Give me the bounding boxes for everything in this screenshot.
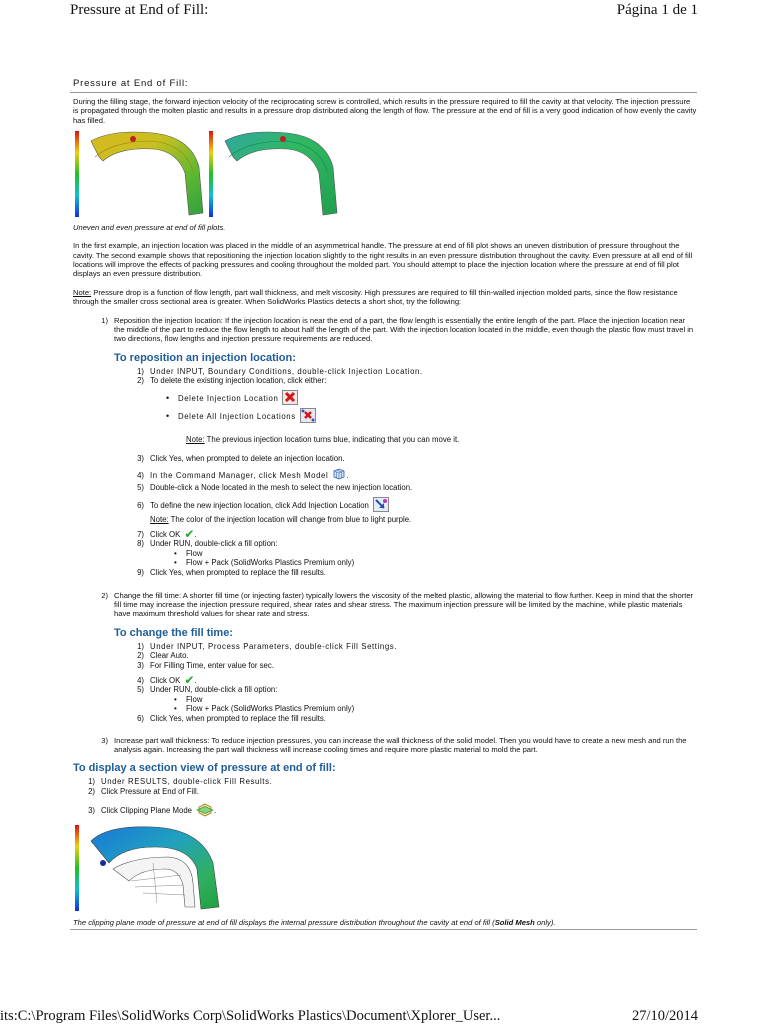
tip-change-fill-time bbox=[73, 591, 697, 724]
step-text: Under RESULTS, double-click Fill Results. bbox=[101, 777, 273, 787]
section-view-steps: 1) Under RESULTS, double-click Fill Results. 2) Click Pressure at End of Fill. 3) Click Clipping Plane Mode . bbox=[73, 777, 697, 820]
item-number: 1) bbox=[101, 315, 108, 325]
clipping-plane-plot bbox=[73, 823, 229, 913]
explanation-paragraph: In the first example, an injection location was placed in the middle of an asymmetrical handle. The pressure at end of fill plot shows an uneven distribution of pressure throughout the cavity. The second example shows that repositioning the injection location slightly to the right results in an even pressure distribution throughout the cavity. Even pressure at all end of fill locations will improve the effects of packing pressures and cooling throughout the molded part. You should attempt to place the injection location where the pressure at end of fill plot displays an even pressure distribution. bbox=[73, 241, 693, 279]
bullet-text: Delete Injection Location bbox=[178, 394, 279, 404]
note-label: Note: bbox=[186, 435, 205, 445]
step-text: Click Yes, when prompted to replace the fill results. bbox=[150, 568, 326, 577]
footer-file-path: its:C:\Program Files\SolidWorks Corp\SolidWorks Plastics\Document\Xplorer_User... bbox=[0, 1007, 501, 1024]
bullet-text: Delete All Injection Locations bbox=[178, 412, 296, 422]
section-heading-section-view: To display a section view of pressure at end of fill: bbox=[73, 762, 336, 775]
note-label: Note: bbox=[73, 287, 92, 297]
pressure-plots-figure bbox=[73, 127, 697, 221]
page-title: Pressure at End of Fill: bbox=[73, 78, 189, 89]
option-text: Flow bbox=[186, 548, 203, 558]
step-text: Click OK bbox=[150, 529, 181, 539]
step-text: To define the new injection location, click Add Injection Location bbox=[150, 501, 369, 511]
note-text: The previous injection location turns blue, indicating that you can move it. bbox=[204, 435, 460, 445]
step-text: Under RUN, double-click a fill option: bbox=[150, 685, 278, 695]
even-pressure-plot bbox=[207, 127, 341, 221]
section-heading-fill-time: To change the fill time: bbox=[114, 626, 233, 639]
reposition-steps: 1) Under INPUT, Boundary Conditions, double-click Injection Location. 2) To delete the existing injection location, click either: • Delete Injection Location • Delete All Injection Locations Note: The previous injection location turns blue, indicating that you can move it. 3) Click Yes, when prompted to delete an injection location. 4) In the Command Manager, click Mesh Model . 5) Double-click a Node located in the mesh to select the new injection location. 6) To define the new injection location, click Add Injection Location Note: The color of the injection location will change from blue to light purple. 7) Click OK ✔ . 8) Under RUN, double-click a fill option: • Flow • Flow + Pack (SolidWorks Plastics Premium only) 9) Click Yes, when prompted to replace the fill results. bbox=[137, 366, 460, 577]
figure-caption: Uneven and even pressure at end of fill plots. bbox=[73, 223, 226, 233]
item-number: 3) bbox=[101, 735, 108, 745]
step-text: Under INPUT, Boundary Conditions, double-click Injection Location. bbox=[150, 366, 423, 376]
step-text: Clear Auto. bbox=[150, 651, 189, 661]
delete-all-injection-locations-icon[interactable] bbox=[300, 408, 316, 426]
step-text: Under RUN, double-click a fill option: bbox=[150, 539, 278, 549]
uneven-pressure-plot bbox=[73, 127, 207, 221]
mesh-model-icon[interactable] bbox=[332, 468, 346, 483]
option-text: Flow bbox=[186, 694, 203, 704]
ok-checkmark-icon[interactable]: ✔ bbox=[184, 672, 195, 687]
bottom-divider bbox=[70, 929, 697, 930]
delete-injection-location-icon[interactable] bbox=[282, 390, 298, 408]
step-text: For Filling Time, enter value for sec. bbox=[150, 661, 274, 670]
step-text: In the Command Manager, click Mesh Model bbox=[150, 470, 329, 480]
step-text: Click OK bbox=[150, 675, 181, 685]
header-title: Pressure at End of Fill: bbox=[70, 1, 209, 18]
item-text: Reposition the injection location: If the injection location is near the end of a part, the flow length is essentially the entire length of the part. Place the injection location near the middle of the part to reduce the flow length to about half the length of the part. With the injection location located in the middle, even though the plastic flow must travel in two directions, flow lengths and injection pressure requirements are reduced. bbox=[114, 315, 694, 344]
step-text: Under INPUT, Process Parameters, double-click Fill Settings. bbox=[150, 641, 398, 651]
step-text: Click Pressure at End of Fill. bbox=[101, 786, 199, 796]
section-heading-reposition: To reposition an injection location: bbox=[114, 351, 296, 364]
fill-time-steps: 1) Under INPUT, Process Parameters, double-click Fill Settings. 2) Clear Auto. 3) For Filling Time, enter value for sec. 4) Click OK ✔ . 5) Under RUN, double-click a fill option: • Flow • Flow + Pack (SolidWorks Plastics Premium only) 6) Click Yes, when prompted to replace the fill results. bbox=[137, 641, 398, 723]
option-text: Flow + Pack (SolidWorks Plastics Premium only) bbox=[186, 704, 355, 714]
header-page-number: Página 1 de 1 bbox=[616, 1, 698, 18]
item-text: Change the fill time: A shorter fill time (or injecting faster) typically lowers the viscosity of the melted plastic, allowing the material to flow further. Keep in mind that the shorter fill time may increase the injection pressure required, shear rates and shear stress. The maximum injection pressure will be limited by the machine, while plastic materials have maximum threshold values for shear rate and stress. bbox=[114, 590, 694, 619]
note-text: The color of the injection location will change from blue to light purple. bbox=[168, 515, 412, 525]
item-number: 2) bbox=[101, 590, 108, 600]
document-content bbox=[73, 78, 697, 927]
note-paragraph bbox=[73, 288, 697, 307]
divider bbox=[70, 92, 697, 93]
ok-checkmark-icon[interactable]: ✔ bbox=[184, 526, 195, 541]
clipping-plane-mode-icon[interactable] bbox=[196, 802, 214, 821]
tip-increase-wall-thickness bbox=[73, 736, 697, 755]
intro-paragraph: During the filling stage, the forward injection velocity of the reciprocating screw is controlled, which results in the pressure required to fill the cavity at that velocity. The injection pressure is propagated through the molten plastic and results in a pressure drop distributed along the length of flow. The pressure at the end of fill is a very good indication of how evenly the cavity has filled. bbox=[73, 97, 697, 125]
add-injection-location-icon[interactable] bbox=[373, 497, 389, 515]
clipping-plane-figure bbox=[73, 823, 697, 918]
tip-reposition-injection bbox=[73, 316, 697, 578]
note-label: Note: bbox=[150, 515, 169, 525]
step-text: Click Yes, when prompted to replace the fill results. bbox=[150, 713, 326, 723]
step-text: Click Clipping Plane Mode bbox=[101, 806, 193, 816]
option-text: Flow + Pack (SolidWorks Plastics Premium only) bbox=[186, 558, 355, 568]
item-text: Increase part wall thickness: To reduce injection pressures, you can increase the wall thickness of the solid model. Then you would have to create a new mesh and run the analysis again. Increasing the part wall thickness will increase cooling times and require more plastic material to mold the part. bbox=[114, 735, 687, 754]
note-text: Pressure drop is a function of flow length, part wall thickness, and melt viscosity. High pressures are required to fill thin-walled injection molded parts, since the flow resistance through the smaller cross sectional area is greater. When SolidWorks Plastics detects a short shot, try the following: bbox=[73, 287, 678, 307]
footer-date: 27/10/2014 bbox=[631, 1007, 698, 1024]
step-text: To delete the existing injection location, click either: bbox=[150, 376, 327, 386]
step-text: Click Yes, when prompted to delete an injection location. bbox=[150, 453, 345, 463]
clipping-plane-caption: The clipping plane mode of pressure at end of fill displays the internal pressure distribution throughout the cavity at end of fill (Solid Mesh only). bbox=[73, 918, 556, 928]
step-text: Double-click a Node located in the mesh to select the new injection location. bbox=[150, 482, 413, 492]
browser-print-header bbox=[70, 0, 698, 20]
